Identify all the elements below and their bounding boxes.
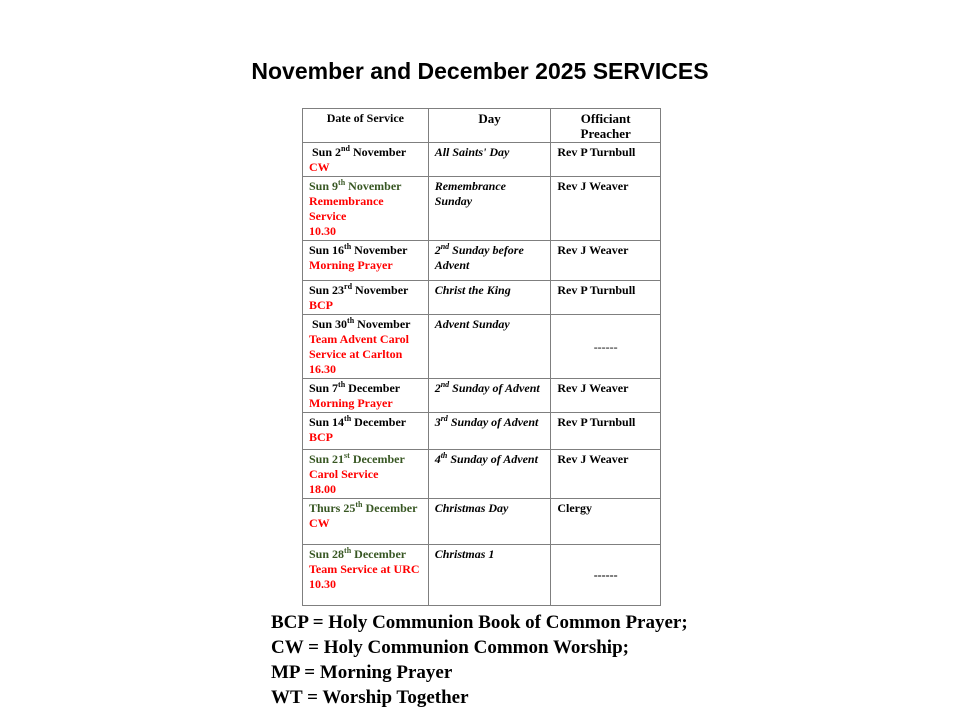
date-ordinal: th bbox=[338, 380, 346, 389]
service-type: Morning Prayer bbox=[309, 258, 393, 272]
day-text: 4 bbox=[434, 452, 441, 466]
date-month: November bbox=[351, 243, 408, 257]
services-table-body bbox=[303, 143, 661, 606]
date-ordinal: st bbox=[344, 451, 350, 460]
service-type: Morning Prayer bbox=[309, 396, 393, 410]
officiant-cell: Rev P Turnbull bbox=[551, 281, 661, 315]
date-day-number: Sun 7 bbox=[309, 381, 339, 395]
service-date bbox=[309, 547, 422, 562]
date-month: December bbox=[345, 381, 401, 395]
day-ordinal: nd bbox=[440, 380, 450, 389]
date-ordinal: th bbox=[344, 546, 352, 555]
date-month: November bbox=[345, 179, 402, 193]
legend-item: WT = Worship Together bbox=[271, 687, 469, 708]
header-date: Date of Service bbox=[303, 109, 429, 143]
day-cell bbox=[428, 545, 551, 606]
table-row bbox=[303, 281, 661, 315]
service-type: CW bbox=[309, 160, 330, 174]
header-officiant bbox=[551, 109, 661, 143]
service-time: 10.30 bbox=[309, 577, 336, 591]
date-cell bbox=[303, 143, 429, 177]
service-time: 10.30 bbox=[309, 224, 336, 238]
table-row bbox=[303, 143, 661, 177]
date-month: December bbox=[351, 547, 407, 561]
day-cell bbox=[428, 281, 551, 315]
table-row bbox=[303, 177, 661, 241]
day-text: Remembrance Sunday bbox=[434, 179, 507, 208]
day-cell bbox=[428, 379, 551, 413]
service-type: BCP bbox=[309, 430, 333, 444]
officiant-cell: Clergy bbox=[551, 499, 661, 545]
date-day-number: Sun 30 bbox=[312, 317, 348, 331]
day-text: All Saints' Day bbox=[434, 145, 510, 159]
day-cell bbox=[428, 499, 551, 545]
date-cell bbox=[303, 413, 429, 450]
date-day-number: Sun 9 bbox=[309, 179, 339, 193]
legend bbox=[271, 610, 688, 710]
day-text-suffix: Sunday of Advent bbox=[447, 452, 538, 466]
date-day-number: Sun 16 bbox=[309, 243, 345, 257]
officiant-cell: Rev J Weaver bbox=[551, 450, 661, 499]
header-officiant-line2: Preacher bbox=[580, 126, 631, 141]
table-row bbox=[303, 315, 661, 379]
date-cell bbox=[303, 499, 429, 545]
day-text: Christmas Day bbox=[434, 501, 509, 515]
day-text-suffix: Sunday of Advent bbox=[447, 415, 539, 429]
officiant-cell: Rev J Weaver bbox=[551, 379, 661, 413]
officiant-cell: ------ bbox=[551, 545, 661, 606]
page-title: November and December 2025 SERVICES bbox=[251, 58, 709, 84]
day-cell bbox=[428, 315, 551, 379]
service-type: CW bbox=[309, 516, 330, 530]
date-month: December bbox=[349, 452, 405, 466]
day-ordinal: rd bbox=[440, 414, 448, 423]
table-row bbox=[303, 379, 661, 413]
date-day-number: Sun 28 bbox=[309, 547, 345, 561]
legend-item: MP = Morning Prayer bbox=[271, 662, 453, 683]
service-time: 18.00 bbox=[309, 482, 336, 496]
day-text: 2 bbox=[434, 243, 441, 257]
date-ordinal: th bbox=[347, 316, 355, 325]
date-cell bbox=[303, 241, 429, 281]
date-month: December bbox=[362, 501, 418, 515]
service-date bbox=[309, 179, 422, 194]
table-row bbox=[303, 545, 661, 606]
table-row bbox=[303, 499, 661, 545]
date-day-number: Thurs 25 bbox=[309, 501, 356, 515]
date-cell bbox=[303, 545, 429, 606]
date-day-number: Sun 14 bbox=[309, 415, 345, 429]
service-type: Remembrance Service bbox=[309, 194, 384, 223]
date-day-number: Sun 21 bbox=[309, 452, 345, 466]
day-text: Christ the King bbox=[434, 283, 511, 297]
date-ordinal: th bbox=[344, 414, 352, 423]
date-month: November bbox=[354, 317, 411, 331]
day-text-suffix: Sunday of Advent bbox=[449, 381, 540, 395]
date-ordinal: th bbox=[338, 178, 346, 187]
service-date bbox=[309, 381, 422, 396]
date-month: December bbox=[351, 415, 407, 429]
table-header-row bbox=[303, 109, 661, 143]
date-ordinal: rd bbox=[344, 282, 353, 291]
day-cell bbox=[428, 450, 551, 499]
service-date bbox=[309, 501, 422, 516]
date-ordinal: nd bbox=[341, 144, 350, 153]
service-type: Team Advent Carol Service at Carlton bbox=[309, 332, 410, 361]
date-day-number: Sun 23 bbox=[309, 283, 345, 297]
service-date bbox=[309, 243, 422, 258]
legend-item: CW = Holy Communion Common Worship; bbox=[271, 637, 629, 658]
day-text: Christmas 1 bbox=[434, 547, 495, 561]
day-text: 3 bbox=[434, 415, 441, 429]
day-cell bbox=[428, 177, 551, 241]
date-cell bbox=[303, 379, 429, 413]
legend-item: BCP = Holy Communion Book of Common Prayer; bbox=[271, 612, 688, 633]
date-cell bbox=[303, 281, 429, 315]
date-month: November bbox=[352, 283, 409, 297]
service-date bbox=[309, 317, 422, 332]
date-month: November bbox=[349, 145, 407, 159]
officiant-cell: ------ bbox=[551, 315, 661, 379]
header-officiant-line1: Officiant bbox=[580, 111, 631, 126]
table-row bbox=[303, 413, 661, 450]
day-cell bbox=[428, 413, 551, 450]
header-day: Day bbox=[428, 109, 551, 143]
service-time: 16.30 bbox=[309, 362, 336, 376]
service-date bbox=[309, 452, 422, 467]
officiant-cell: Rev P Turnbull bbox=[551, 413, 661, 450]
day-text: 2 bbox=[434, 381, 441, 395]
date-cell bbox=[303, 315, 429, 379]
date-ordinal: th bbox=[344, 242, 352, 251]
date-day-number: Sun 2 bbox=[312, 145, 342, 159]
table-row bbox=[303, 450, 661, 499]
service-date bbox=[309, 283, 422, 298]
date-cell bbox=[303, 450, 429, 499]
table-row bbox=[303, 241, 661, 281]
day-ordinal: th bbox=[440, 451, 448, 460]
service-date bbox=[309, 415, 422, 430]
day-text: Advent Sunday bbox=[434, 317, 510, 331]
service-type: Team Service at URC bbox=[309, 562, 420, 576]
services-table bbox=[302, 108, 661, 606]
date-ordinal: th bbox=[355, 500, 363, 509]
day-text-suffix: Sunday before Advent bbox=[434, 243, 524, 272]
date-cell bbox=[303, 177, 429, 241]
officiant-cell: Rev J Weaver bbox=[551, 177, 661, 241]
officiant-cell: Rev J Weaver bbox=[551, 241, 661, 281]
day-cell bbox=[428, 241, 551, 281]
officiant-cell: Rev P Turnbull bbox=[551, 143, 661, 177]
day-cell bbox=[428, 143, 551, 177]
service-type: Carol Service bbox=[309, 467, 379, 481]
service-type: BCP bbox=[309, 298, 333, 312]
day-ordinal: nd bbox=[440, 242, 450, 251]
service-date bbox=[309, 145, 422, 160]
